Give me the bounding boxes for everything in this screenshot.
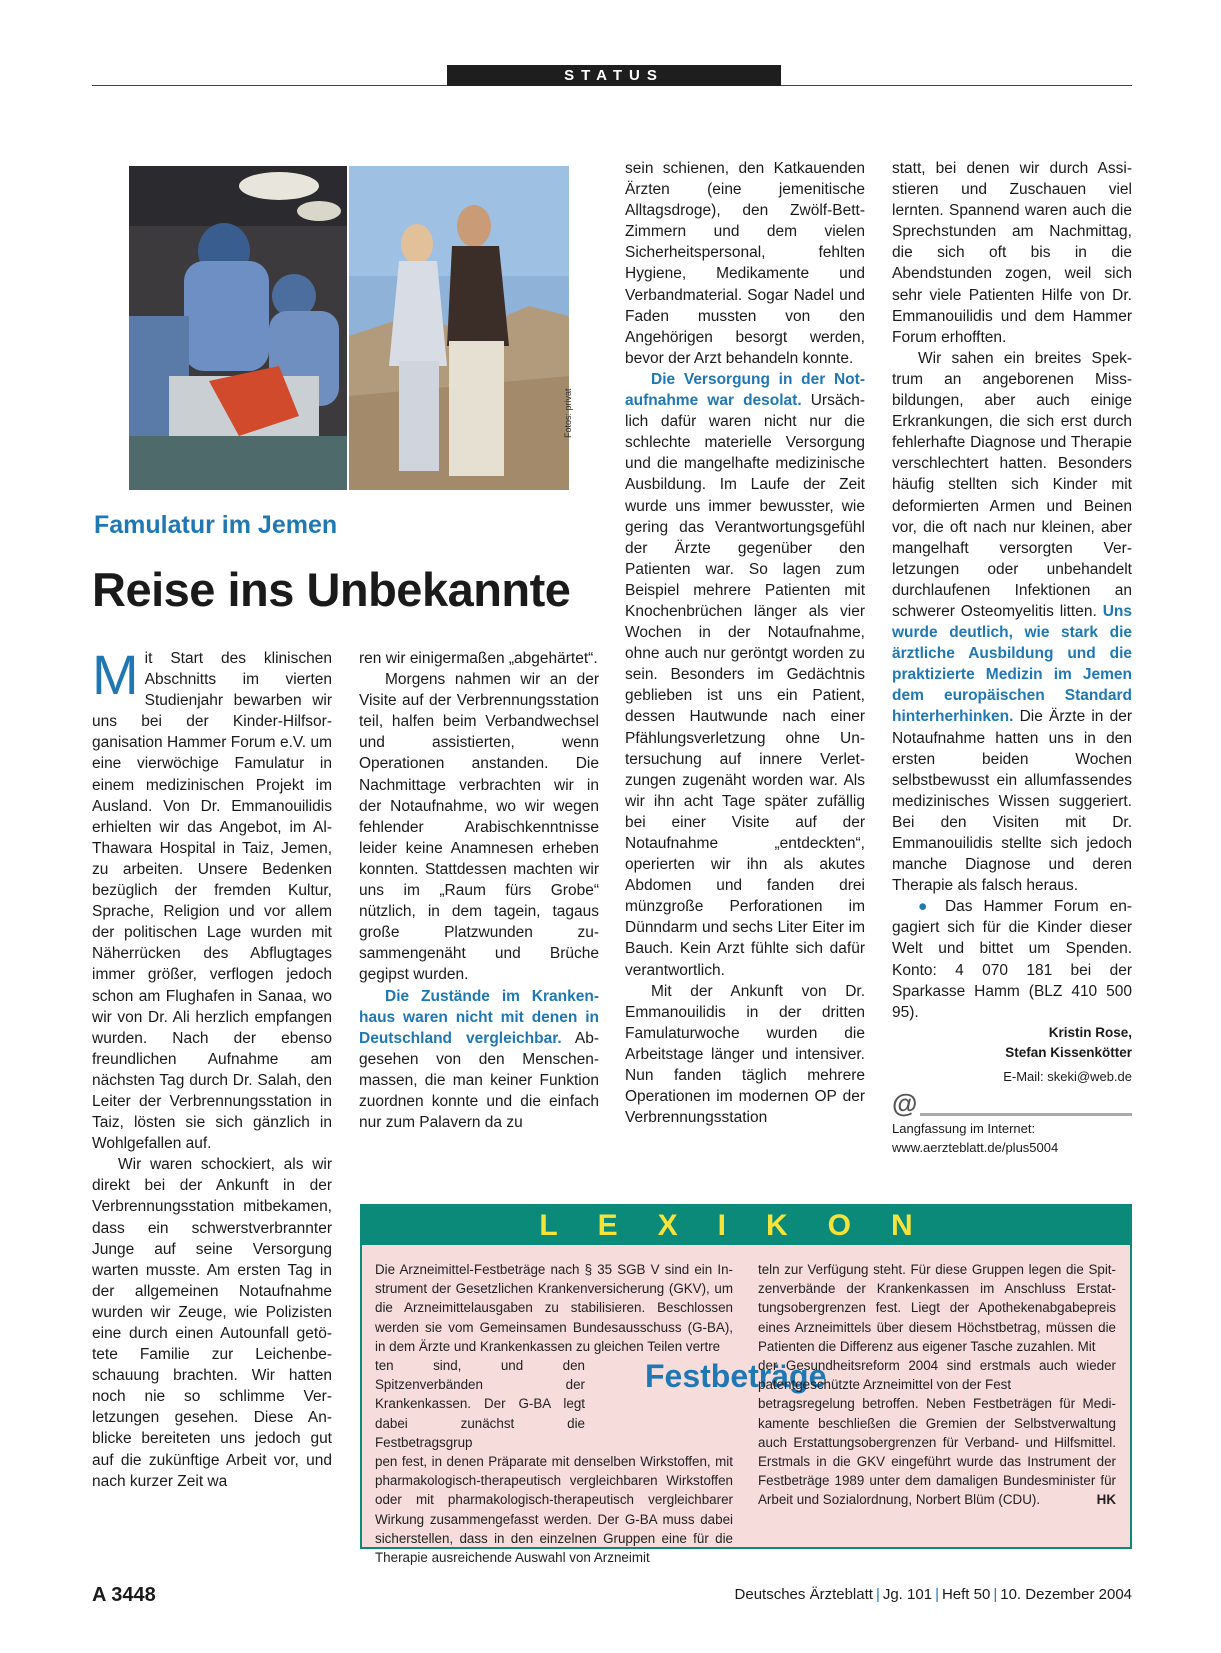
at-rule — [920, 1113, 1132, 1116]
section-label: STATUS — [447, 65, 781, 86]
col3-highlight: Die Versorgung in der Notaufnahme war desolat. — [625, 370, 865, 410]
lexikon-sign: HK — [1096, 1492, 1116, 1508]
article-column-3 — [625, 158, 865, 1128]
lexikon-right-inline: der Gesundheitsreform 2004 sind erstmals auch wieder patentgeschützte Arzneimittel von der Fest — [758, 1358, 1116, 1393]
col1-para-2: Wir waren schockiert, als wir direkt bei der Ankunft in der Verbrennungsstation mitbekamen, dass ein schwerstverbrannter Junge auf seine Versorgung warten musste. Am ersten Tag in der allgemeinen Notaufnahme wurden wir Zeuge, wie Polizisten eine durch einen Autounfall getötete Familie zur Leichenbeschauung brachten. Wir hatten noch nie so schlimme Verletzungen gesehen. Diese Anblicke bereiteten uns jedoch gut auf die zukünftige Arbeit vor, und nach kurzer Zeit wa — [92, 1156, 332, 1490]
col2-para-1: ren wir einigermaßen „abgehärtet“. — [359, 650, 598, 667]
article-column-4 — [892, 158, 1132, 1157]
col3-para-2: Ursächlich dafür waren nicht nur die schlechte materielle Versorgung und die mangelhafte medizinische Ausbildung. Im Laufe der Zeit wurde uns immer bewusster, wie gering das Verantwortungsgefühl der Ärzte gegenüber den Patienten war. So lagen zum Beispiel mehrere Patienten mit Knochenbrüchen länger als vier Wochen in der Notaufnahme, ohne auch nur geröntgt worden zu sein. Besonders im Gedächtnis geblieben ist uns ein Patient, dessen Hautwunde nach einer Pfählungsverletzung ohne Untersuchung auf innere Verletzungen zugenäht worden war. Als wir ihn acht Tage später zufällig bei einer Visite auf der Notaufnahme „entdeckten“, operierten wir ihn als akutes Abdomen und fanden drei münzgroße Perforationen im Dünndarm und sechs Liter Eiter im Bauch. Kein Arzt fühlte sich dafür verantwortlich. — [625, 392, 866, 979]
at-divider — [892, 1089, 1132, 1119]
col3-para-1: sein schienen, den Katkauenden Ärzten (eine jemenitische Alltagsdroge), den Zwölf-Bett-Zimmern und dem vielen Sicherheitspersonal, fehlten Hygiene, Medikamente und Verbandmaterial. Sogar Nadel und Faden mussten von den Angehörigen besorgt werden, bevor der Arzt behandeln konnte. — [625, 160, 865, 367]
footer-sep-3: | — [993, 1586, 998, 1603]
lexikon-box — [360, 1204, 1132, 1566]
lexikon-left-bottom: pen fest, in denen Präparate mit denselben Wirkstoffen, mit pharmakologisch-therapeutisch vergleichbaren Wirkstoffen oder mit pharmakologisch-therapeutisch vergleichbarer Wirkung zusammengefasst werden. Der G-BA muss dabei sicherstellen, dass in den einzelnen Gruppen eine für die Therapie ausreichende Auswahl von Arzneimit — [375, 1454, 733, 1566]
col4-highlight: Uns wurde deutlich, wie stark die ärztliche Ausbildung und die praktizierte Medizin im Jemen dem europäischen Standard hinterherhinken. — [892, 602, 1132, 726]
author-1: Kristin Rose, — [1048, 1024, 1132, 1040]
lexikon-label: LEXIKON — [362, 1206, 1130, 1245]
col2-highlight: Die Zustände im Krankenhaus waren nicht mit denen in Deutschland vergleichbar. — [359, 987, 599, 1047]
col4-para-1: statt, bei denen wir durch Assistieren und Zuschauen viel lernten. Spannend waren auch die Sprechstunden am Nachmittag, die sich oft bis in die Abendstunden zogen, weil sich sehr viele Patienten Hilfe von Dr. Emmanouilidis und dem Hammer Forum erhofften. — [892, 160, 1132, 346]
footer-issue: Heft 50 — [941, 1586, 991, 1603]
article-kicker: Famulatur im Jemen — [94, 511, 338, 539]
lexikon-left-top: Die Arzneimittel-Festbeträge nach § 35 SGB V sind ein Instrument der Gesetzlichen Krankenversicherung (GKV), um die Arzneimittelausgaben zu stabilisieren. Beschlossen werden sie vom Gemeinsamen Bundesausschuss (G-BA), in dem Ärzte und Krankenkassen zu gleichen Teilen vertre — [375, 1262, 733, 1354]
col2-para-2: Morgens nahmen wir an der Visite auf der Verbrennungsstation teil, halfen beim Verbandwechsel und assistierten, wenn Operationen anstanden. Die Nachmittage verbrachten wir in der Notaufnahme, wo wir wegen fehlender Arabischkenntnisse leider keine Anamnesen erheben konnten. Stattdessen machten wir uns im „Raum fürs Grobe“ nützlich, in dem tagein, tagaus große Platzwunden zusammengenäht und Brüche gegipst wurden. — [359, 671, 599, 984]
author-2: Stefan Kissenkötter — [1005, 1044, 1132, 1060]
dropcap: M — [92, 643, 139, 706]
article-headline: Reise ins Unbekannte — [92, 563, 571, 616]
lexikon-column-2 — [758, 1260, 1116, 1510]
col4-para-3: Das Hammer Forum engagiert sich für die Kinder dieser Welt und bittet um Spenden. Konto: 4 070 181 bei der Sparkasse Hamm (BLZ 410 500 95). — [892, 898, 1132, 1021]
footer-journal: Deutsches Ärzteblatt — [734, 1586, 873, 1603]
lexikon-left-inline: ten sind, und den Spitzenverbänden der Krankenkassen. Der G-BA legt dabei zunächst die Festbetragsgrup — [375, 1358, 585, 1450]
col4-para-2: Wir sahen ein breites Spektrum an angeborenen Missbildungen, aber auch einige Erkrankungen, die sich erst durch fehlerhafte Diagnose und Therapie verschlechtert hatten. Besonders häufig stellten sich Kinder mit deformierten Armen und Beinen vor, die oft nach nur kleinen, aber mangelhaft versorgten Verletzungen oder unbehandelt durchlaufenen Infektionen an schwerer Osteomyelitis litten. — [892, 349, 1132, 620]
internet-label: Langfassung im Internet: — [892, 1120, 1036, 1136]
footer-sep-1: | — [875, 1586, 880, 1603]
col1-para-1: it Start des klinischen Abschnitts im vierten Studienjahr bewarben wir uns bei der Kinder-Hilfsorganisation Hammer Forum e.V. um eine vierwöchige Famulatur in einem medizinischen Projekt im Ausland. Von Dr. Emmanouilidis erhielten wir das Angebot, im Al-Thawara Hospital in Taiz, Jemen, zu arbeiten. Unsere Bedenken bezüglich der fremden Kultur, Sprache, Religion und vor allem der politischen Lage wurden mit Näherrücken des Abflugtages immer größer, verflogen jedoch schon am Flughafen in Sanaa, wo wir von Dr. Ali herzlich empfangen wurden. Nach der ebenso freundlichen Aufnahme am nächsten Tag durch Dr. Salah, den Leiter der Verbrennungsstation in Taiz, lösten sie sich gänzlich in Wohlgefallen auf. — [92, 650, 332, 1153]
footer-date: 10. Dezember 2004 — [1000, 1586, 1132, 1603]
article-column-2 — [359, 648, 599, 1133]
lexikon-column-1 — [375, 1260, 733, 1567]
photo-students — [349, 166, 569, 490]
photo-credit: Fotos: privat — [563, 388, 573, 438]
internet-link[interactable]: www.aerzteblatt.de/plus5004 — [892, 1139, 1059, 1155]
bullet-icon: ● — [918, 898, 935, 916]
col3-para-3: Mit der Ankunft von Dr. Emmanouilidis in der dritten Famulaturwoche wurden die Arbeitstage länger und intensiver. Nun fanden täglich mehrere Operationen im modernen OP der Verbrennungsstation — [625, 982, 865, 1127]
article-column-1 — [92, 643, 332, 1492]
lexikon-right-bottom: betragsregelung betroffen. Neben Festbeträgen für Medikamente beschließen die Gremien der Selbstverwaltung auch Erstattungsobergrenzen für Verband- und Hilfsmittel. Erstmals in die GKV eingeführt wurde das Instrument der Festbeträge 1989 unter dem damaligen Bundesminister für Arbeit und Sozialordnung, Norbert Blüm (CDU). — [758, 1396, 1116, 1508]
footer-sep-2: | — [935, 1586, 939, 1603]
footer-meta — [720, 1586, 1132, 1603]
lexikon-title: Festbeträge — [645, 1358, 827, 1394]
photo-operation — [129, 166, 347, 490]
author-email[interactable]: E-Mail: skeki@web.de — [1003, 1068, 1132, 1084]
lexikon-right-top: teln zur Verfügung steht. Für diese Gruppen legen die Spitzenverbände der Krankenkassen im Anschluss Erstattungsobergrenzen fest. Liegt der Apothekenabgabepreis eines Arzneimittels über diesem Höchstbetrag, müssen die Patienten die Differenz aus eigener Tasche zuzahlen. Mit — [758, 1262, 1116, 1354]
at-icon: @ — [892, 1087, 918, 1118]
col4-para-2-rest: Die Ärzte in der Notaufnahme hatten uns in den ersten beiden Wochen selbstbewusst ein allumfassendes medizinisches Wissen suggeriert. Bei den Visiten mit Dr. Emmanouilidis stellte sich jedoch manche Diagnose und deren Therapie als falsch heraus. — [892, 708, 1132, 895]
page-number: A 3448 — [92, 1584, 156, 1606]
col2-para-3: Abgesehen von den Menschenmassen, die man keiner Funktion zuordnen konnte und die einfach nur zum Palavern da zu — [359, 1029, 599, 1132]
footer-volume: Jg. 101 — [882, 1586, 933, 1603]
